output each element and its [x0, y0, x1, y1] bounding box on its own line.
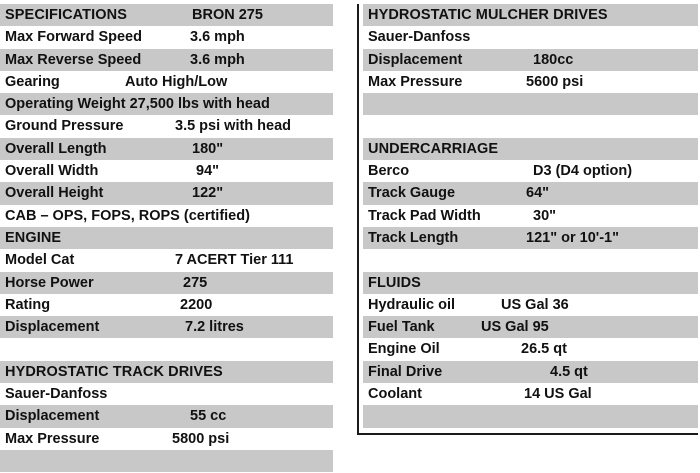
spec-value: 3.6 mph: [190, 51, 245, 68]
spec-value: 180cc: [533, 51, 574, 68]
spec-label: Displacement: [5, 319, 100, 336]
section-header-row: [363, 4, 698, 26]
spec-label: Gearing: [5, 73, 60, 90]
spec-row: [363, 227, 698, 249]
spec-row: [0, 115, 333, 137]
section-header-row: [363, 138, 698, 160]
spec-row: [0, 383, 333, 405]
spec-row: [363, 361, 698, 383]
spec-value: US Gal 95: [481, 319, 549, 336]
spec-label: Fuel Tank: [368, 319, 435, 336]
spec-value: 121" or 10'-1": [526, 229, 619, 246]
spec-value: 7 ACERT Tier 111: [175, 252, 294, 269]
section-header-row: [0, 227, 333, 249]
spec-row: [0, 71, 333, 93]
spec-label: Displacement: [5, 408, 100, 425]
section-header-row: [363, 272, 698, 294]
spec-value: 3.6 mph: [190, 29, 245, 46]
section-header-undercarriage: UNDERCARRIAGE: [368, 140, 499, 157]
spec-label: SPECIFICATIONS: [5, 7, 127, 23]
spec-label: Overall Width: [5, 163, 99, 180]
section-header-engine: ENGINE: [5, 229, 62, 246]
spec-row: [0, 4, 333, 26]
spec-row: [0, 294, 333, 316]
spec-label: Track Gauge: [368, 185, 456, 202]
spec-value: 275: [183, 274, 208, 291]
spec-value: 64": [526, 185, 550, 202]
blank-row: [0, 338, 333, 360]
spec-label: Engine Oil: [368, 341, 440, 358]
spec-row: [0, 138, 333, 160]
spec-row: [0, 316, 333, 338]
blank-row: [363, 249, 698, 271]
spec-row: [363, 71, 698, 93]
section-header-row: [0, 361, 333, 383]
spec-value: 7.2 litres: [185, 319, 244, 336]
spec-value: 26.5 qt: [521, 341, 567, 358]
spec-row: [0, 49, 333, 71]
spec-row: [363, 49, 698, 71]
spec-row: [363, 160, 698, 182]
spec-row: [0, 428, 333, 450]
spec-value: 14 US Gal: [524, 386, 592, 403]
spec-label: Track Length: [368, 229, 459, 246]
blank-row: [363, 405, 698, 427]
spec-value: 5600 psi: [526, 73, 584, 90]
spec-label: Rating: [5, 296, 51, 313]
spec-value: 5800 psi: [172, 430, 230, 447]
spec-label: Final Drive: [368, 363, 443, 380]
spec-value: BRON 275: [192, 7, 263, 23]
spec-label: Model Cat: [5, 252, 75, 269]
spec-row: [363, 294, 698, 316]
spec-value: 122": [192, 185, 224, 202]
spec-value: 2200: [180, 296, 213, 313]
spec-row: [363, 316, 698, 338]
spec-value: 4.5 qt: [550, 363, 588, 380]
spec-row: [363, 338, 698, 360]
spec-row: [0, 182, 333, 204]
spec-label: Horse Power: [5, 274, 94, 291]
spec-label: Berco: [368, 163, 410, 180]
spec-label: Hydraulic oil: [368, 296, 456, 313]
spec-value: US Gal 36: [501, 296, 569, 313]
spec-row: [0, 249, 333, 271]
spec-label: Overall Height: [5, 185, 104, 202]
spec-value: D3 (D4 option): [533, 163, 633, 180]
section-header-track-drives: HYDROSTATIC TRACK DRIVES: [5, 363, 223, 380]
blank-row: [363, 93, 698, 115]
specifications-column-left: [0, 4, 333, 472]
spec-label: Overall Length: [5, 140, 107, 157]
spec-row: [0, 405, 333, 427]
spec-row: [0, 272, 333, 294]
spec-row: [0, 160, 333, 182]
section-header-mulcher-drives: HYDROSTATIC MULCHER DRIVES: [368, 7, 608, 23]
spec-label: Coolant: [368, 386, 422, 403]
spec-value: 3.5 psi with head: [175, 118, 292, 135]
spec-label: Max Pressure: [368, 73, 463, 90]
spec-row: [0, 93, 333, 115]
spec-value: 94": [196, 163, 220, 180]
blank-row: [363, 115, 698, 137]
spec-label: CAB – OPS, FOPS, ROPS (certified): [5, 207, 250, 224]
spec-label: Max Reverse Speed: [5, 51, 142, 68]
blank-row: [0, 450, 333, 472]
spec-value: 180": [192, 140, 224, 157]
spec-row: [363, 26, 698, 48]
spec-label: Ground Pressure: [5, 118, 124, 135]
spec-value: 55 cc: [190, 408, 227, 425]
section-header-fluids: FLUIDS: [368, 274, 421, 291]
spec-row: [0, 26, 333, 48]
spec-value: 30": [533, 207, 557, 224]
specifications-column-right: [357, 4, 698, 435]
spec-label: Max Forward Speed: [5, 29, 142, 46]
spec-row: [363, 182, 698, 204]
spec-label: Sauer-Danfoss: [368, 29, 471, 46]
spec-value: Auto High/Low: [125, 73, 228, 90]
spec-label: Track Pad Width: [368, 207, 481, 224]
spec-label: Sauer-Danfoss: [5, 386, 108, 403]
spec-row: [363, 383, 698, 405]
spec-label: Operating Weight 27,500 lbs with head: [5, 96, 270, 113]
spec-row: [363, 205, 698, 227]
spec-label: Displacement: [368, 51, 463, 68]
spec-label: Max Pressure: [5, 430, 100, 447]
spec-row: [0, 205, 333, 227]
